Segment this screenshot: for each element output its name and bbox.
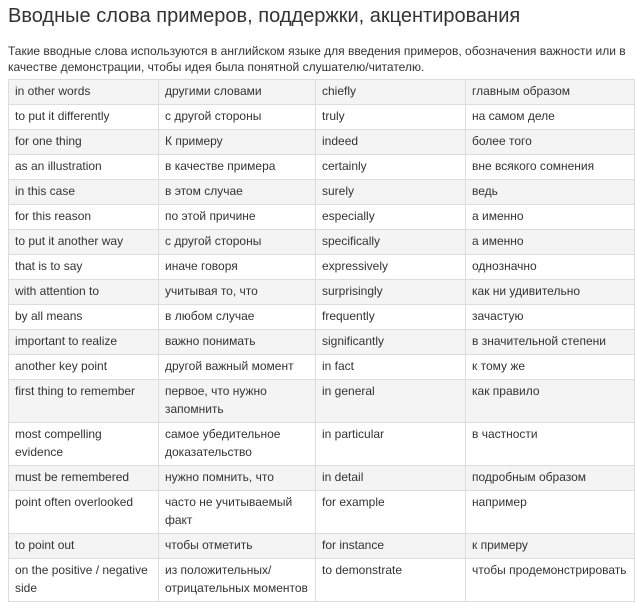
english-phrase-cell: chiefly	[316, 80, 466, 105]
russian-translation-cell: учитывая то, что	[159, 280, 316, 305]
english-phrase-cell: frequently	[316, 305, 466, 330]
russian-translation-cell: с другой стороны	[159, 230, 316, 255]
english-phrase-cell: especially	[316, 205, 466, 230]
english-phrase-cell: surprisingly	[316, 280, 466, 305]
russian-translation-cell: первое, что нужно запомнить	[159, 380, 316, 423]
english-phrase-cell: most compelling evidence	[9, 423, 159, 466]
english-phrase-cell: as an illustration	[9, 155, 159, 180]
russian-translation-cell: в частности	[466, 423, 635, 466]
english-phrase-cell: to put it another way	[9, 230, 159, 255]
english-phrase-cell: another key point	[9, 355, 159, 380]
english-phrase-cell: on the positive / negative side	[9, 559, 159, 602]
page-title: Вводные слова примеров, поддержки, акцентирования	[8, 5, 521, 27]
russian-translation-cell: как ни удивительно	[466, 280, 635, 305]
russian-translation-cell: из положительных/ отрицательных моментов	[159, 559, 316, 602]
russian-translation-cell: подробным образом	[466, 466, 635, 491]
english-phrase-cell: truly	[316, 105, 466, 130]
english-phrase-cell: for this reason	[9, 205, 159, 230]
table-row	[9, 255, 635, 280]
table-row	[9, 380, 635, 423]
table-row	[9, 280, 635, 305]
russian-translation-cell: как правило	[466, 380, 635, 423]
russian-translation-cell: ведь	[466, 180, 635, 205]
english-phrase-cell: certainly	[316, 155, 466, 180]
russian-translation-cell: однозначно	[466, 255, 635, 280]
russian-translation-cell: например	[466, 491, 635, 534]
russian-translation-cell: вне всякого сомнения	[466, 155, 635, 180]
russian-translation-cell: главным образом	[466, 80, 635, 105]
table-row	[9, 130, 635, 155]
table-row	[9, 155, 635, 180]
english-phrase-cell: surely	[316, 180, 466, 205]
russian-translation-cell: в значительной степени	[466, 330, 635, 355]
table-row	[9, 230, 635, 255]
russian-translation-cell: с другой стороны	[159, 105, 316, 130]
english-phrase-cell: in other words	[9, 80, 159, 105]
russian-translation-cell: а именно	[466, 230, 635, 255]
table-row	[9, 80, 635, 105]
russian-translation-cell: по этой причине	[159, 205, 316, 230]
table-row	[9, 491, 635, 534]
english-phrase-cell: important to realize	[9, 330, 159, 355]
english-phrase-cell: in general	[316, 380, 466, 423]
english-phrase-cell: in fact	[316, 355, 466, 380]
russian-translation-cell: в любом случае	[159, 305, 316, 330]
table-row	[9, 105, 635, 130]
table-row	[9, 330, 635, 355]
english-phrase-cell: significantly	[316, 330, 466, 355]
russian-translation-cell: другими словами	[159, 80, 316, 105]
russian-translation-cell: а именно	[466, 205, 635, 230]
english-phrase-cell: by all means	[9, 305, 159, 330]
phrases-table	[8, 79, 635, 602]
table-row	[9, 559, 635, 602]
english-phrase-cell: for example	[316, 491, 466, 534]
russian-translation-cell: важно понимать	[159, 330, 316, 355]
russian-translation-cell: к тому же	[466, 355, 635, 380]
russian-translation-cell: другой важный момент	[159, 355, 316, 380]
table-row	[9, 180, 635, 205]
russian-translation-cell: часто не учитываемый факт	[159, 491, 316, 534]
english-phrase-cell: specifically	[316, 230, 466, 255]
english-phrase-cell: must be remembered	[9, 466, 159, 491]
english-phrase-cell: to point out	[9, 534, 159, 559]
russian-translation-cell: самое убедительное доказательство	[159, 423, 316, 466]
english-phrase-cell: indeed	[316, 130, 466, 155]
russian-translation-cell: в качестве примера	[159, 155, 316, 180]
russian-translation-cell: в этом случае	[159, 180, 316, 205]
english-phrase-cell: in particular	[316, 423, 466, 466]
russian-translation-cell: на самом деле	[466, 105, 635, 130]
english-phrase-cell: that is to say	[9, 255, 159, 280]
english-phrase-cell: first thing to remember	[9, 380, 159, 423]
table-row	[9, 466, 635, 491]
intro-paragraph: Такие вводные слова используются в английском языке для введения примеров, обозначения важности или в качестве демонстрации, чтобы идея была понятной слушателю/читателю.	[8, 44, 626, 74]
english-phrase-cell: with attention to	[9, 280, 159, 305]
phrases-table-body	[9, 80, 635, 602]
english-phrase-cell: for one thing	[9, 130, 159, 155]
english-phrase-cell: for instance	[316, 534, 466, 559]
english-phrase-cell: expressively	[316, 255, 466, 280]
russian-translation-cell: К примеру	[159, 130, 316, 155]
english-phrase-cell: point often overlooked	[9, 491, 159, 534]
russian-translation-cell: чтобы продемонстрировать	[466, 559, 635, 602]
russian-translation-cell: к примеру	[466, 534, 635, 559]
russian-translation-cell: более того	[466, 130, 635, 155]
english-phrase-cell: in detail	[316, 466, 466, 491]
russian-translation-cell: зачастую	[466, 305, 635, 330]
russian-translation-cell: иначе говоря	[159, 255, 316, 280]
table-row	[9, 423, 635, 466]
table-row	[9, 205, 635, 230]
table-row	[9, 355, 635, 380]
russian-translation-cell: нужно помнить, что	[159, 466, 316, 491]
english-phrase-cell: to demonstrate	[316, 559, 466, 602]
table-row	[9, 305, 635, 330]
table-row	[9, 534, 635, 559]
russian-translation-cell: чтобы отметить	[159, 534, 316, 559]
english-phrase-cell: to put it differently	[9, 105, 159, 130]
english-phrase-cell: in this case	[9, 180, 159, 205]
